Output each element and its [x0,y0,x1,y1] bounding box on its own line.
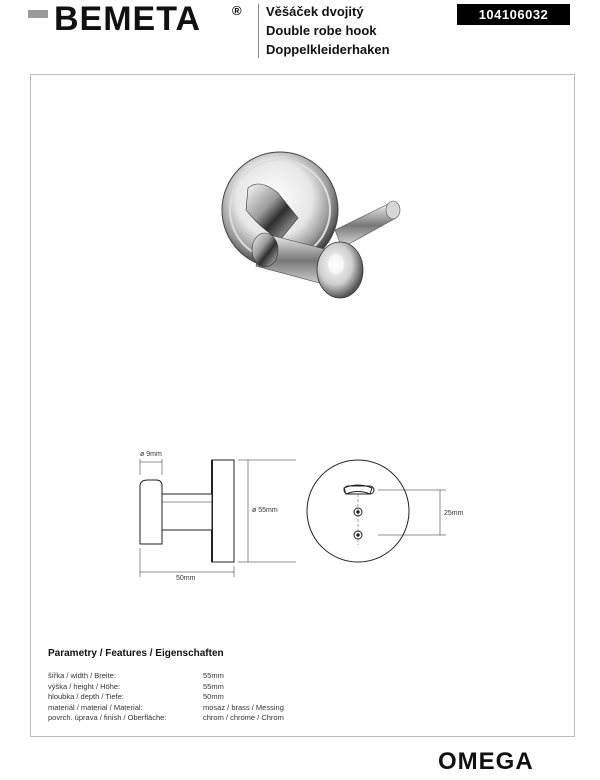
features-title: Parametry / Features / Eigenschaften [48,648,224,659]
registered-mark: ® [232,3,242,18]
table-row [48,682,284,693]
spec-label: výška / height / Höhe: [48,681,121,691]
product-code: 104106032 [457,4,570,25]
spec-value: 55mm [203,681,224,691]
table-row [48,671,284,682]
spec-label: hloubka / depth / Tiefe: [48,692,124,701]
table-row [48,713,284,724]
title-de: Doppelkleiderhaken [266,42,390,57]
dim-hole-spacing: 25mm [444,510,464,517]
dim-height: ø 55mm [252,507,278,514]
series-name: OMEGA [438,748,534,775]
title-en: Double robe hook [266,23,377,38]
table-row [48,692,284,703]
spec-value: 55mm [203,671,224,680]
spec-value: 50mm [203,692,224,701]
spec-value: mosaz / brass / Messing [203,702,284,712]
spec-table [48,671,284,724]
front-view [307,460,446,562]
title-cz: Věšáček dvojitý [266,4,364,19]
dim-diameter: ø 9mm [140,451,162,458]
spec-label: povrch. úprava / finish / Oberfläche: [48,713,167,722]
spec-value: chrom / chrome / Chrom [203,713,284,722]
spec-label: šířka / width / Breite: [48,671,116,680]
table-row [48,703,284,714]
brand-name: BEMETA [54,0,202,38]
side-view [140,459,296,577]
dim-depth: 50mm [176,575,196,582]
spec-label: materiál / material / Material: [48,702,143,712]
